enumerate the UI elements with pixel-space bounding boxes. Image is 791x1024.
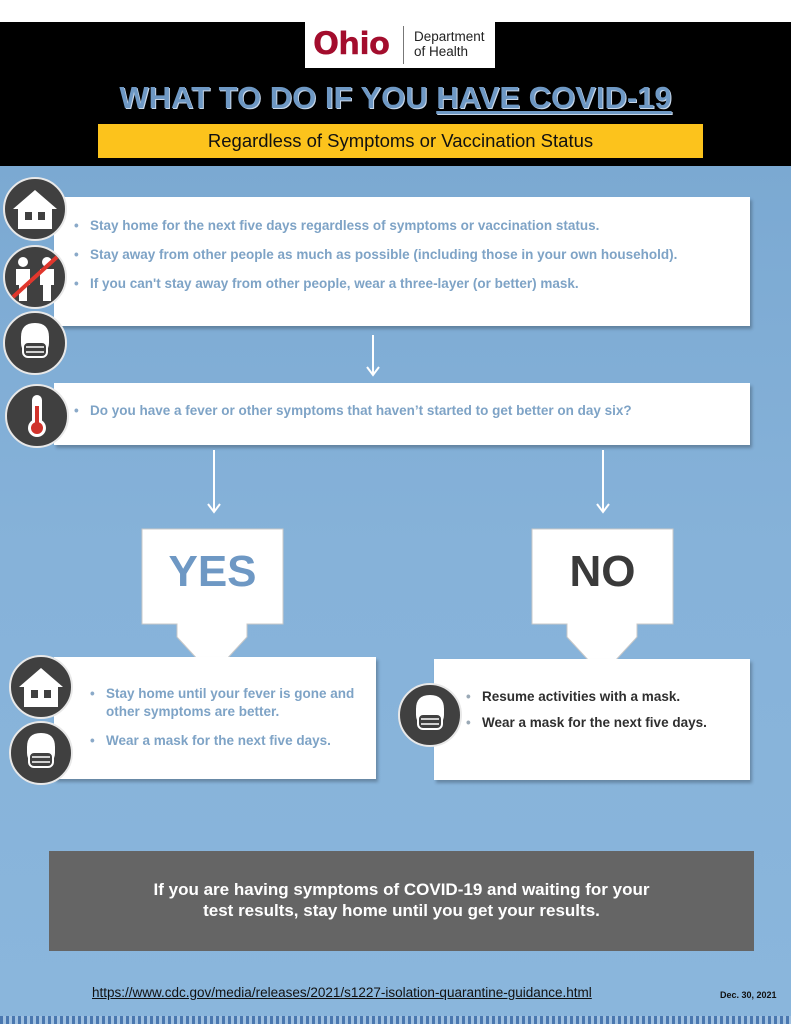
bottom-decorative-strip: [0, 1016, 791, 1024]
arrow-down-icon: [596, 450, 610, 514]
arrow-down-icon: [207, 450, 221, 514]
yes-label: YES: [168, 547, 257, 596]
logo-divider: [403, 26, 404, 64]
note-line-2: test results, stay home until you get your results.: [203, 901, 600, 920]
list-item: • If you can't stay away from other people, wear a three-layer (or better) mask.: [72, 275, 732, 293]
subtitle-banner: Regardless of Symptoms or Vaccination Status: [98, 124, 703, 158]
list-item: • Wear a mask for the next five days.: [464, 714, 714, 732]
list-item: • Stay home until your fever is gone and other symptoms are better.: [88, 685, 373, 721]
step1-instructions-box: [54, 197, 750, 326]
yes-bullet-list: [88, 685, 373, 750]
no-bullet-list: [464, 688, 714, 732]
face-mask-icon: [9, 721, 73, 785]
no-instructions-box: [434, 659, 750, 780]
face-mask-icon: [3, 311, 67, 375]
no-decision-arrow: [530, 527, 675, 677]
page-title: WHAT TO DO IF YOU HAVE COVID-19: [119, 80, 672, 115]
list-item: • Stay home for the next five days regardless of symptoms or vaccination status.: [72, 217, 732, 235]
question-text: • Do you have a fever or other symptoms that haven’t started to get better on day six?: [72, 402, 742, 420]
thermometer-icon: [5, 384, 69, 448]
list-item: • Resume activities with a mask.: [464, 688, 714, 706]
yes-decision-arrow: [140, 527, 285, 677]
testing-note-box: [49, 851, 754, 951]
logo-wordmark: Ohio: [312, 26, 390, 62]
arrow-down-icon: [366, 335, 380, 377]
face-mask-icon: [398, 683, 462, 747]
question-box: [54, 383, 750, 445]
no-contact-people-icon: [3, 245, 67, 309]
top-margin: [0, 0, 791, 22]
logo-department-name: Department of Health: [414, 29, 485, 59]
yes-instructions-box: [54, 657, 376, 779]
no-label: NO: [569, 547, 636, 596]
publication-date: Dec. 30, 2021: [720, 990, 777, 1000]
house-icon: [9, 655, 73, 719]
house-icon: [3, 177, 67, 241]
note-line-1: If you are having symptoms of COVID-19 and waiting for your: [153, 880, 650, 899]
ohio-department-of-health-logo: [305, 22, 495, 68]
cdc-source-link[interactable]: https://www.cdc.gov/media/releases/2021/s1227-isolation-quarantine-guidance.html: [92, 985, 592, 1000]
step1-bullet-list: [72, 217, 732, 293]
list-item: • Wear a mask for the next five days.: [88, 732, 373, 750]
list-item: • Stay away from other people as much as possible (including those in your own household).: [72, 246, 732, 264]
